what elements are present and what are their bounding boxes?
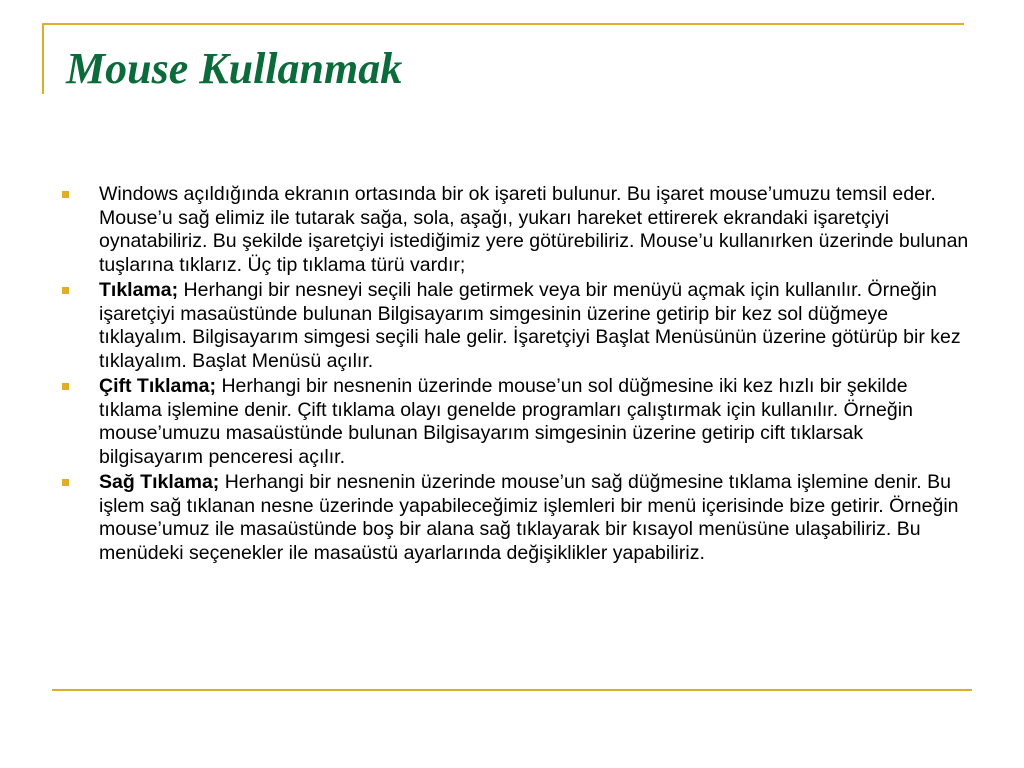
bullet-text: Windows açıldığında ekranın ortasında bir ok işareti bulunur. Bu işaret mouse’umuzu temsil eder. Mouse’u sağ elimiz ile tutarak sağa, sola, aşağı, yukarı hareket ettirerek ekrandaki işaretçiyi oynatabiliriz. Bu şekilde işaretçiyi istediğimiz yere götürebiliriz. Mouse’u kullanırken üzerinde bulunan tuşlarına tıklarız. Üç tip tıklama türü vardır;: [99, 183, 969, 276]
bullet-text: Herhangi bir nesneyi seçili hale getirmek veya bir menüyü açmak için kullanılır. Örneğin işaretçiyi masaüstünde bulunan Bilgisayarım simgesinin üzerine getirip bir kez sol düğmeye tıklayalım. Bilgisayarım simgesi seçili hale gelir. İşaretçiyi Başlat Menüsünün üzerine götürüp bir kez tıklayalım. Başlat Menüsü açılır.: [99, 279, 961, 372]
bullet-text: Herhangi bir nesnenin üzerinde mouse’un sol düğmesine iki kez hızlı bir şekilde tıklama işlemine denir. Çift tıklama olayı genelde programları çalıştırmak için kullanılır. Örneğin mouse’umuzu masaüstünde bulunan Bilgisayarım simgesinin üzerine getirip cift tıklarsak bilgisayarım penceresi açılır.: [99, 375, 913, 468]
slide-title: Mouse Kullanmak: [66, 44, 403, 93]
square-bullet-icon: [62, 287, 69, 294]
left-divider: [42, 23, 44, 94]
square-bullet-icon: [62, 479, 69, 486]
square-bullet-icon: [62, 383, 69, 390]
bullet-term: Çift Tıklama;: [99, 375, 217, 397]
bullet-item: [62, 471, 972, 565]
square-bullet-icon: [62, 191, 69, 198]
bullet-item: [62, 375, 972, 469]
bullet-term: Tıklama;: [99, 279, 179, 301]
top-divider: [42, 23, 964, 25]
bottom-divider: [52, 689, 972, 691]
bullet-text: Herhangi bir nesnenin üzerinde mouse’un sağ düğmesine tıklama işlemine denir. Bu işlem sağ tıklanan nesne üzerinde yapabileceğimiz işlemleri bir menü içerisinde bize getirir. Örneğin mouse’umuz ile masaüstünde boş bir alana sağ tıklayarak bir kısayol menüsüne ulaşabiliriz. Bu menüdeki seçenekler ile masaüstü ayarlarında değişiklikler yapabiliriz.: [99, 471, 959, 564]
bullet-item: [62, 183, 972, 277]
bullet-list: [62, 183, 972, 567]
bullet-term: Sağ Tıklama;: [99, 471, 220, 493]
bullet-item: [62, 279, 972, 373]
